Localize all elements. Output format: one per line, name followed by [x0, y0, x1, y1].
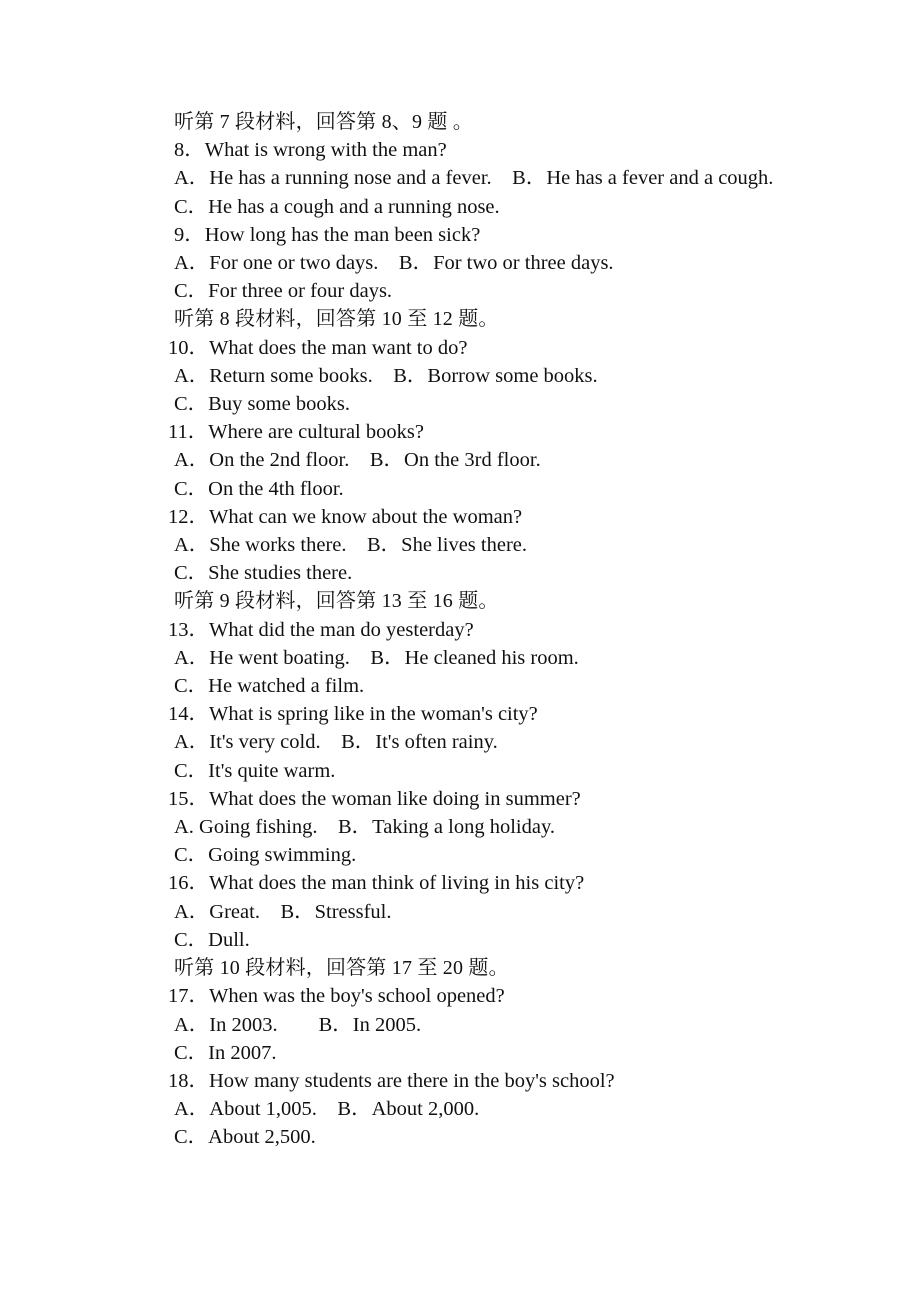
question-stem-11: 11．Where are cultural books? [168, 421, 424, 444]
question-14-option-c: C．It's quite warm. [174, 759, 336, 782]
question-stem-15: 15．What does the woman like doing in summer? [168, 787, 581, 810]
question-stem-17: 17．When was the boy's school opened? [168, 985, 505, 1008]
question-12-option-c: C．She studies there. [174, 562, 353, 585]
question-10-option-c: C．Buy some books. [174, 393, 350, 416]
listening-section-header: 听第 8 段材料，回答第 10 至 12 题。 [174, 308, 499, 331]
question-stem-14: 14．What is spring like in the woman's city? [168, 703, 538, 726]
question-17-options-ab: A．In 2003. B．In 2005. [174, 1013, 422, 1036]
question-stem-16: 16．What does the man think of living in his city? [168, 872, 585, 895]
question-16-options-ab: A．Great. B．Stressful. [174, 900, 392, 923]
question-stem-10: 10．What does the man want to do? [168, 336, 468, 359]
question-stem-18: 18．How many students are there in the boy's school? [168, 1069, 615, 1092]
question-15-option-c: C．Going swimming. [174, 844, 357, 867]
question-10-options-ab: A．Return some books. B．Borrow some books. [174, 364, 598, 387]
question-stem-12: 12．What can we know about the woman? [168, 505, 523, 528]
question-9-options-ab: A．For one or two days. B．For two or three days. [174, 252, 614, 275]
question-11-options-ab: A．On the 2nd floor. B．On the 3rd floor. [174, 449, 541, 472]
listening-section-header: 听第 7 段材料，回答第 8、9 题 。 [174, 111, 473, 133]
question-18-option-c: C．About 2,500. [174, 1126, 316, 1149]
question-stem-13: 13．What did the man do yesterday? [168, 618, 474, 641]
listening-section-header: 听第 10 段材料，回答第 17 至 20 题。 [174, 957, 509, 980]
question-15-options-ab: A. Going fishing. B．Taking a long holiday. [174, 816, 556, 839]
question-13-option-c: C．He watched a film. [174, 675, 365, 698]
question-12-options-ab: A．She works there. B．She lives there. [174, 534, 527, 557]
question-13-options-ab: A．He went boating. B．He cleaned his room. [174, 646, 579, 669]
question-18-options-ab: A．About 1,005. B．About 2,000. [174, 1098, 480, 1121]
question-8-option-c: C．He has a cough and a running nose. [174, 195, 500, 218]
question-11-option-c: C．On the 4th floor. [174, 477, 344, 500]
question-stem-8: 8．What is wrong with the man? [174, 139, 447, 162]
question-stem-9: 9．How long has the man been sick? [174, 223, 481, 246]
question-8-options-ab: A．He has a running nose and a fever. B．He has a fever and a cough. [174, 167, 774, 190]
question-17-option-c: C．In 2007. [174, 1041, 277, 1064]
question-9-option-c: C．For three or four days. [174, 280, 393, 303]
listening-section-header: 听第 9 段材料，回答第 13 至 16 题。 [174, 590, 499, 613]
question-16-option-c: C．Dull. [174, 928, 250, 951]
question-14-options-ab: A．It's very cold. B．It's often rainy. [174, 731, 498, 754]
exam-content-body [132, 108, 790, 1152]
